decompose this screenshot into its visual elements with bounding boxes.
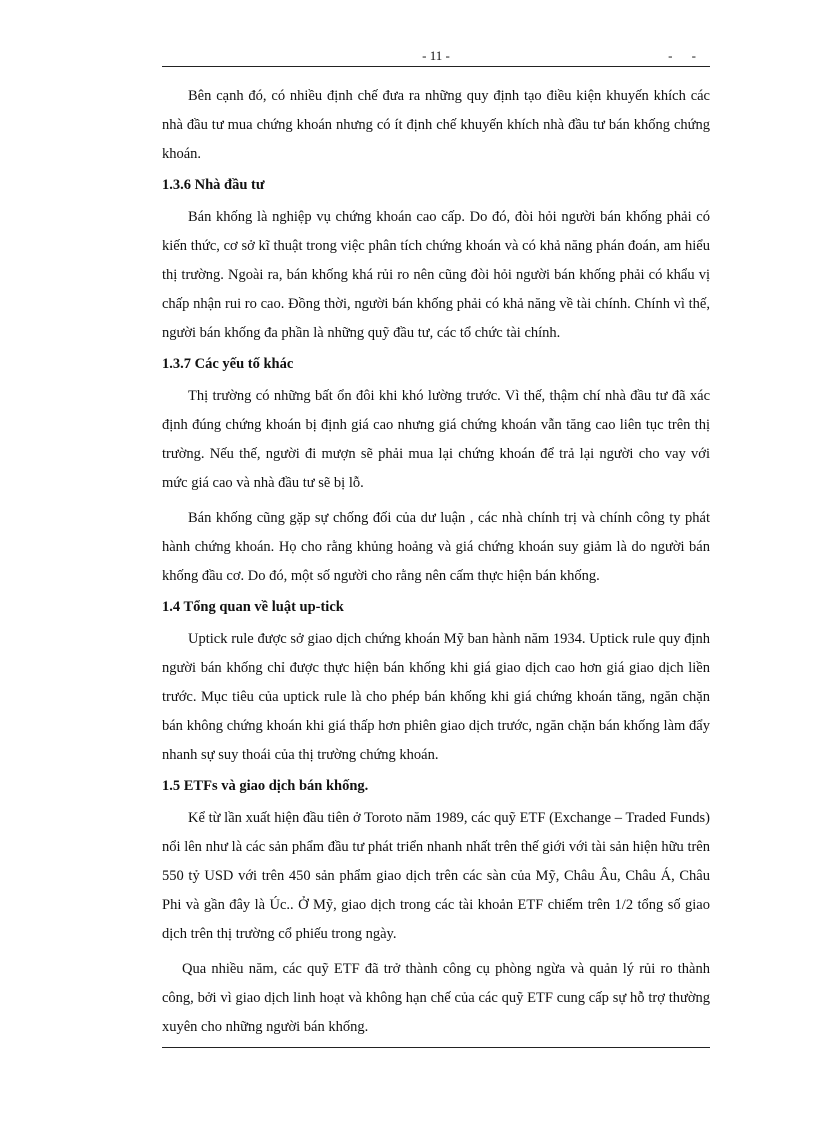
header-mark: - - [668,48,704,63]
section-heading-1-5: 1.5 ETFs và giao dịch bán khống. [162,778,369,794]
section-1-4-paragraph: Uptick rule được sở giao dịch chứng khoán Mỹ ban hành năm 1934. Uptick rule quy định người bán khống chỉ được thực hiện bán khống khi giá giao dịch cao hơn giá giao dịch liền trước. Mục tiêu của uptick rule là cho phép bán khống khi giá chứng khoán tăng, ngăn chặn bán không chứng khoán khi giá thấp hơn phiên giao dịch trước, ngăn chặn bán khống làm đẩy nhanh sự suy thoái của thị trường chứng khoán. [162,631,710,763]
section-1-5-paragraph-2: Qua nhiều năm, các quỹ ETF đã trở thành công cụ phòng ngừa và quản lý rủi ro thành công, bởi vì giao dịch linh hoạt và không hạn chế của các quỹ ETF cung cấp sự hỗ trợ thường xuyên cho những người bán khống. [162,961,710,1035]
section-heading-1-4: 1.4 Tổng quan về luật up-tick [162,599,344,615]
page-number: - 11 - [422,48,450,63]
page-body [162,82,710,1048]
page-header [162,46,710,67]
section-1-3-6-paragraph: Bán khống là nghiệp vụ chứng khoán cao cấp. Do đó, đòi hỏi người bán khống phải có kiến thức, cơ sở kĩ thuật trong việc phân tích chứng khoán và có khả năng phán đoán, am hiểu thị trường. Ngoài ra, bán khống khá rủi ro nên cũng đòi hỏi người bán khống phải có khẩu vị chấp nhận rui ro cao. Đồng thời, người bán khống phải có khả năng về tài chính. Chính vì thế, người bán khống đa phần là những quỹ đầu tư, các tổ chức tài chính. [162,209,710,341]
section-heading-1-3-6: 1.3.6 Nhà đầu tư [162,177,265,193]
section-1-3-7-paragraph-2: Bán khống cũng gặp sự chống đối của dư luận , các nhà chính trị và chính công ty phát hành chứng khoán. Họ cho rằng khủng hoảng và giá chứng khoán suy giảm là do người bán khống đầu cơ. Do đó, một số người cho rằng nên cấm thực hiện bán khống. [162,510,710,584]
intro-paragraph: Bên cạnh đó, có nhiều định chế đưa ra những quy định tạo điều kiện khuyến khích các nhà đầu tư mua chứng khoán nhưng có ít định chế khuyến khích nhà đầu tư bán khống chứng khoán. [162,88,710,162]
footer-rule [162,1047,710,1048]
section-1-3-7-paragraph-1: Thị trường có những bất ổn đôi khi khó lường trước. Vì thế, thậm chí nhà đầu tư đã xác định đúng chứng khoán bị định giá cao nhưng giá chứng khoán vẫn tăng cao liên tục trên thị trường. Nếu thế, người đi mượn sẽ phải mua lại chứng khoán để trả lại người cho vay với mức giá cao và nhà đầu tư sẽ bị lỗ. [162,388,710,491]
section-heading-1-3-7: 1.3.7 Các yếu tố khác [162,356,294,372]
section-1-5-paragraph-1: Kể từ lần xuất hiện đầu tiên ở Toroto năm 1989, các quỹ ETF (Exchange – Traded Funds) nổi lên như là các sản phẩm đầu tư phát triển nhanh nhất trên thế giới với tài sản hiện hữu trên 550 tỷ USD với trên 450 sản phẩm giao dịch trên các sàn của Mỹ, Châu Âu, Châu Á, Châu Phi và gần đây là Úc.. Ở Mỹ, giao dịch trong các tài khoản ETF chiếm trên 1/2 tổng số giao dịch trên thị trường cổ phiếu trong ngày. [162,810,710,942]
